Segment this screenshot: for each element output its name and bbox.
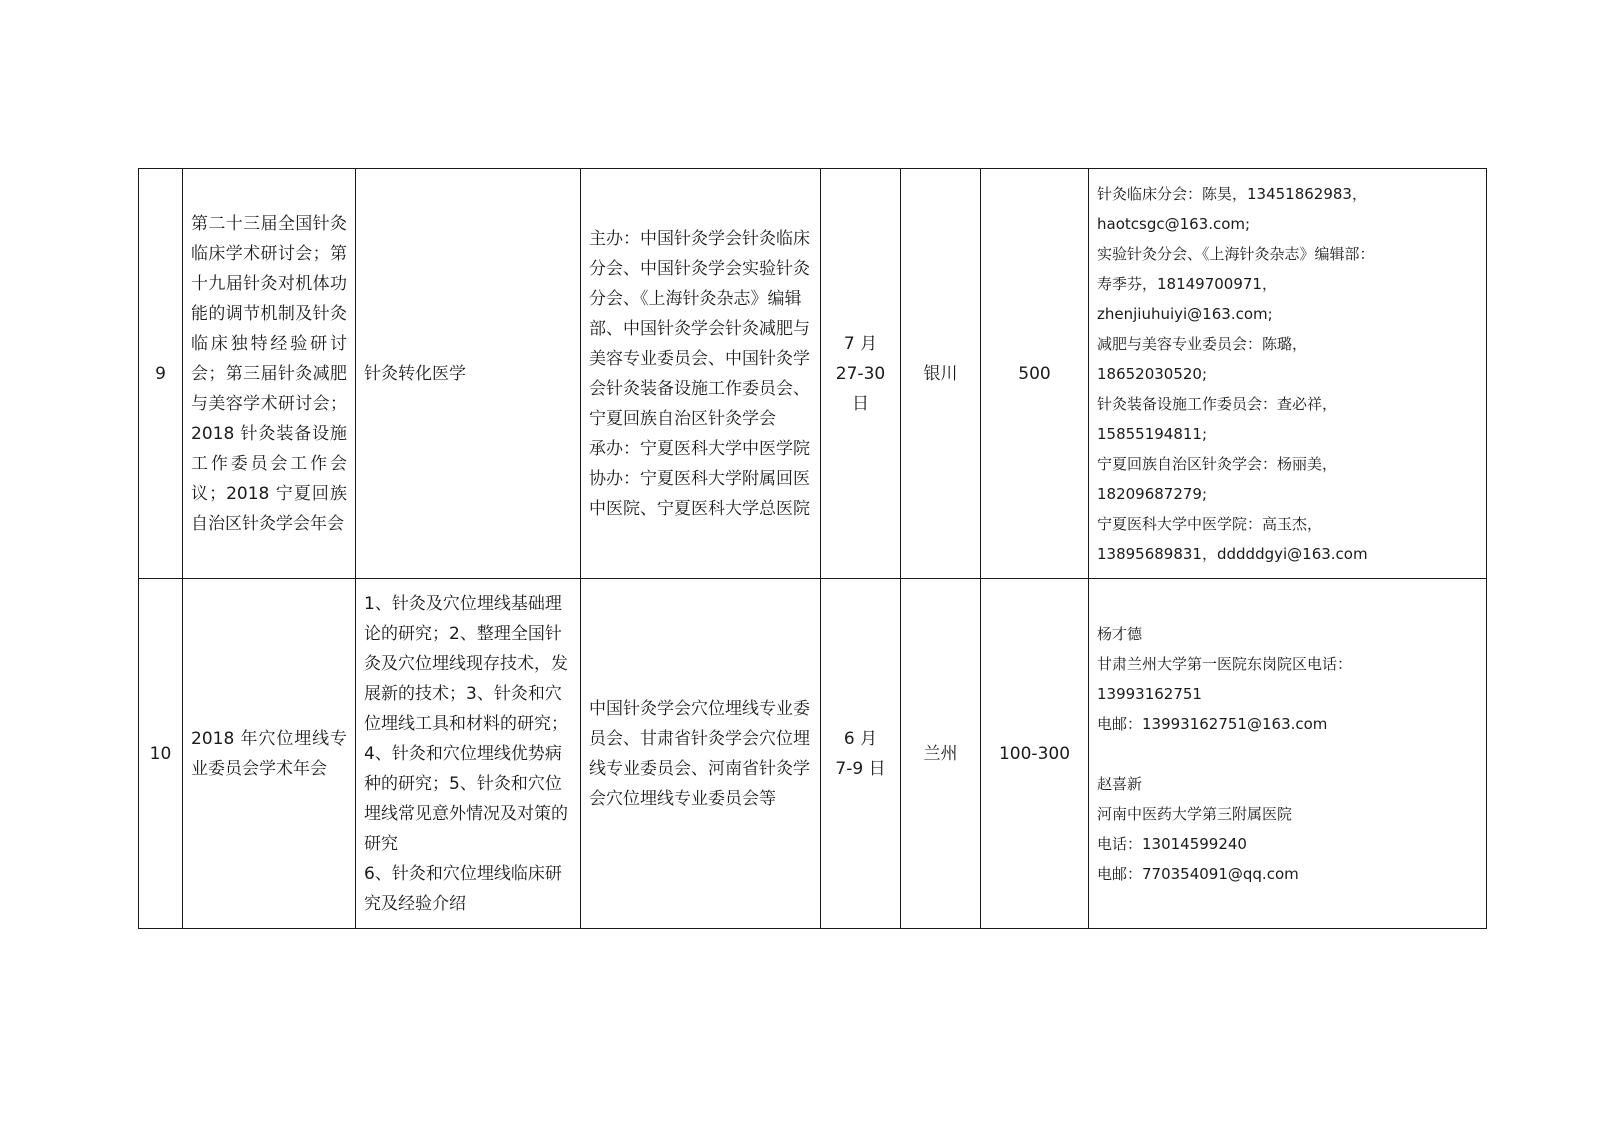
conference-name: 2018 年穴位埋线专业委员会学术年会	[183, 579, 356, 929]
contact-line: 15855194811;	[1097, 424, 1208, 443]
contact-line: 电邮：770354091@qq.com	[1097, 864, 1299, 883]
date-line: 7-9 日	[835, 758, 886, 779]
contact-line: 河南中医药大学第三附属医院	[1097, 804, 1293, 823]
date-line: 日	[852, 393, 869, 414]
date-line: 27-30	[835, 363, 886, 384]
organizers	[581, 169, 821, 579]
contact-line: 宁夏医科大学中医学院：高玉杰，	[1097, 514, 1323, 533]
contact-line: 针灸装备设施工作委员会：查必祥，	[1097, 394, 1338, 413]
conference-name: 第二十三届全国针灸临床学术研讨会；第十九届针灸对机体功能的调节机制及针灸临床独特经验研讨会；第三届针灸减肥与美容学术研讨会；2018 针灸装备设施工作委员会工作会议；2018 宁夏回族自治区针灸学会年会	[183, 169, 356, 579]
row-number: 10	[139, 579, 183, 929]
table-row	[139, 579, 1487, 929]
topic-line: 针灸转化医学	[364, 363, 466, 384]
date-line: 6 月	[843, 728, 878, 749]
conference-date	[821, 579, 901, 929]
contact-line: 电话：13014599240	[1097, 834, 1247, 853]
contact-line: 电邮：13993162751@163.com	[1097, 714, 1328, 733]
conference-topic	[356, 579, 581, 929]
contact-line: 13895689831，dddddgyi@163.com	[1097, 544, 1368, 563]
contact-line: 实验针灸分会、《上海针灸杂志》编辑部：	[1097, 244, 1375, 263]
organizer-line: 协办：宁夏医科大学附属回医中医院、宁夏医科大学总医院	[589, 468, 810, 519]
contact-spacer	[1097, 739, 1478, 769]
organizer-line: 承办：宁夏医科大学中医学院	[589, 438, 810, 459]
attendance-size: 100-300	[981, 579, 1089, 929]
conference-schedule-table	[138, 168, 1487, 929]
topic-line: 6、针灸和穴位埋线临床研究及经验介绍	[364, 863, 562, 914]
contact-line: 针灸临床分会：陈昊，13451862983，	[1097, 184, 1367, 203]
conference-date	[821, 169, 901, 579]
contact-info	[1089, 169, 1487, 579]
contact-line: 赵喜新	[1097, 774, 1143, 793]
contact-line: 甘肃兰州大学第一医院东岗院区电话：	[1097, 654, 1353, 673]
contact-line: 杨才德	[1097, 624, 1143, 643]
organizers	[581, 579, 821, 929]
contact-line: zhenjiuhuiyi@163.com;	[1097, 304, 1273, 323]
contact-line: 减肥与美容专业委员会：陈璐，	[1097, 334, 1308, 353]
contact-line: haotcsgc@163.com;	[1097, 214, 1251, 233]
organizer-line: 主办：中国针灸学会针灸临床分会、中国针灸学会实验针灸分会、《上海针灸杂志》编辑部、中国针灸学会针灸减肥与美容专业委员会、中国针灸学会针灸装备设施工作委员会、宁夏回族自治区针灸学会	[589, 228, 810, 429]
contact-line: 18209687279;	[1097, 484, 1208, 503]
organizer-line: 中国针灸学会穴位埋线专业委员会、甘肃省针灸学会穴位埋线专业委员会、河南省针灸学会穴位埋线专业委员会等	[589, 698, 810, 809]
contact-info	[1089, 579, 1487, 929]
conference-city: 银川	[901, 169, 981, 579]
conference-city: 兰州	[901, 579, 981, 929]
topic-line: 1、针灸及穴位埋线基础理论的研究；2、整理全国针灸及穴位埋线现存技术，发展新的技术；3、针灸和穴位埋线工具和材料的研究；4、针灸和穴位埋线优势病种的研究；5、针灸和穴位埋线常见意外情况及对策的研究	[364, 593, 568, 854]
table-row	[139, 169, 1487, 579]
contact-line: 寿季芬，18149700971，	[1097, 274, 1277, 293]
conference-topic	[356, 169, 581, 579]
contact-line: 宁夏回族自治区针灸学会：杨丽美，	[1097, 454, 1338, 473]
date-line: 7 月	[843, 333, 878, 354]
contact-line: 13993162751	[1097, 684, 1202, 703]
contact-line: 18652030520;	[1097, 364, 1208, 383]
attendance-size: 500	[981, 169, 1089, 579]
row-number: 9	[139, 169, 183, 579]
